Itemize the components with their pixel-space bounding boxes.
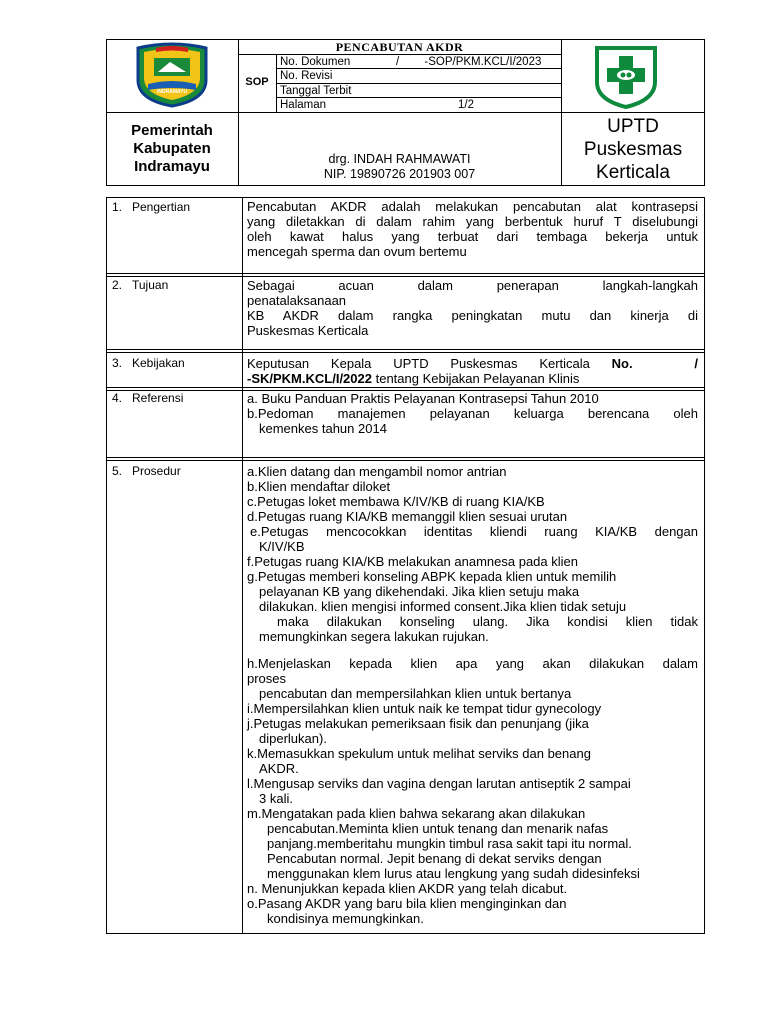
section-label-pengertian xyxy=(106,200,242,216)
content-line: Pencabutan AKDR adalah melakukan pencabutan alat kontrasepsi xyxy=(247,199,698,214)
section-content-referensi xyxy=(247,391,698,436)
procedure-step: n. Menunjukkan kepada klien AKDR yang telah dicabut. xyxy=(247,881,568,896)
section-content-prosedur xyxy=(247,464,698,926)
signer-name: drg. INDAH RAHMAWATI xyxy=(328,152,471,166)
kabupaten-logo xyxy=(130,42,214,108)
government-name-line: Kabupaten xyxy=(133,140,211,157)
content-line: Puskesmas Kerticala xyxy=(247,323,369,338)
procedure-step: k.Memasukkan spekulum untuk melihat serviks dan benang xyxy=(247,746,591,761)
section-number: 3. xyxy=(112,356,123,370)
sop-label: SOP xyxy=(245,76,269,88)
procedure-step: h.Menjelaskan kepada klien apa yang akan dilakukan dalam xyxy=(247,656,698,671)
section-label-referensi xyxy=(106,391,242,407)
field-label-tanggal-terbit: Tanggal Terbit xyxy=(280,85,352,97)
procedure-step: dilakukan. klien mengisi informed consent.Jika klien tidak setuju xyxy=(259,599,627,614)
policy-text: tentang Kebijakan Pelayanan Klinis xyxy=(371,371,580,386)
government-name-line: Indramayu xyxy=(134,158,210,175)
organization-name-line: Puskesmas xyxy=(583,139,683,160)
signer-block xyxy=(238,152,561,182)
reference-item: a. Buku Panduan Praktis Pelayanan Kontrasepsi Tahun 2010 xyxy=(247,391,599,406)
section-title: Prosedur xyxy=(132,464,181,478)
section-number: 4. xyxy=(112,391,123,405)
procedure-step: f.Petugas ruang KIA/KB melakukan anamnesa pada klien xyxy=(247,554,578,569)
procedure-step: e.Petugas mencocokkan identitas kliendi ruang KIA/KB dengan xyxy=(250,524,698,539)
signer-nip: NIP. 19890726 201903 007 xyxy=(323,167,476,181)
section-title: Kebijakan xyxy=(132,356,185,370)
field-label-halaman: Halaman xyxy=(280,99,327,111)
government-name xyxy=(106,122,238,176)
reference-item: kemenkes tahun 2014 xyxy=(259,421,387,436)
procedure-step: b.Klien mendaftar diloket xyxy=(247,479,391,494)
procedure-step: maka dilakukan konseling ulang. Jika kondisi klien tidak xyxy=(277,614,698,629)
procedure-step: kondisinya memungkinkan. xyxy=(267,911,424,926)
procedure-step: 3 kali. xyxy=(259,791,293,806)
policy-code: -SK/PKM.KCL/I/2022 xyxy=(247,371,372,386)
procedure-step: pencabutan.Meminta klien untuk tenang dan menarik nafas xyxy=(267,821,609,836)
procedure-spacer xyxy=(247,644,698,656)
section-number: 2. xyxy=(112,278,123,292)
field-value-no-dokumen: / -SOP/PKM.KCL/I/2023 xyxy=(396,56,542,68)
content-line: KB AKDR dalam rangka peningkatan mutu dan kinerja di xyxy=(247,308,698,323)
section-title: Pengertian xyxy=(132,200,191,214)
government-name-line: Pemerintah xyxy=(131,122,213,139)
procedure-step: pelayanan KB yang dikehendaki. Jika klien setuju maka xyxy=(259,584,580,599)
procedure-step: c.Petugas loket membawa K/IV/KB di ruang KIA/KB xyxy=(247,494,545,509)
section-label-prosedur xyxy=(106,464,242,480)
reference-item: b.Pedoman manajemen pelayanan keluarga berencana oleh xyxy=(247,406,698,421)
content-line: penatalaksanaan xyxy=(247,293,347,308)
procedure-step: o.Pasang AKDR yang baru bila klien menginginkan dan xyxy=(247,896,567,911)
content-line: yang diletakkan di dalam rahim yang berbentuk huruf T diselubungi xyxy=(247,214,698,229)
section-title: Referensi xyxy=(132,391,184,405)
content-line xyxy=(247,371,698,386)
content-line: oleh kawat halus yang terbuat dari tembaga bekerja untuk xyxy=(247,229,698,244)
policy-number: No. / xyxy=(611,356,698,371)
procedure-step: g.Petugas memberi konseling ABPK kepada klien untuk memilih xyxy=(247,569,617,584)
procedure-step: i.Mempersilahkan klien untuk naik ke tempat tidur gynecology xyxy=(247,701,602,716)
procedure-step: diperlukan). xyxy=(259,731,327,746)
field-value-halaman: 1/2 xyxy=(458,99,474,111)
procedure-step: a.Klien datang dan mengambil nomor antrian xyxy=(247,464,507,479)
content-line xyxy=(247,356,698,371)
procedure-step: panjang.memberitahu mungkin timbul rasa sakit tapi itu normal. xyxy=(267,836,632,851)
field-label-no-dokumen: No. Dokumen xyxy=(280,56,351,68)
procedure-step: Pencabutan normal. Jepit benang di dekat serviks dengan xyxy=(267,851,602,866)
procedure-step: m.Mengatakan pada klien bahwa sekarang akan dilakukan xyxy=(247,806,586,821)
procedure-step: l.Mengusap serviks dan vagina dengan larutan antiseptik 2 sampai xyxy=(247,776,631,791)
content-line: Sebagai acuan dalam penerapan langkah-langkah xyxy=(247,278,698,293)
organization-name-line: Kerticala xyxy=(596,162,670,183)
section-label-tujuan xyxy=(106,278,242,294)
organization-name xyxy=(561,115,705,184)
procedure-step: d.Petugas ruang KIA/KB memanggil klien sesuai urutan xyxy=(247,509,568,524)
section-content-pengertian xyxy=(247,199,698,259)
section-content-kebijakan xyxy=(247,356,698,386)
section-number: 5. xyxy=(112,464,123,478)
organization-name-line: UPTD xyxy=(607,116,659,137)
procedure-step: proses xyxy=(247,671,287,686)
section-title: Tujuan xyxy=(132,278,169,292)
section-content-tujuan xyxy=(247,278,698,338)
procedure-step: menggunakan klem lurus atau lengkung yang sudah didesinfeksi xyxy=(267,866,640,881)
policy-text: Keputusan Kepala UPTD Puskesmas Kerticala xyxy=(247,356,612,371)
logo-text: INDRAMAYU xyxy=(157,89,188,95)
section-label-kebijakan xyxy=(106,356,242,372)
procedure-step: K/IV/KB xyxy=(259,539,305,554)
content-line: mencegah sperma dan ovum bertemu xyxy=(247,244,467,259)
procedure-step: memungkinkan segera lakukan rujukan. xyxy=(259,629,489,644)
puskesmas-logo xyxy=(593,44,659,110)
section-number: 1. xyxy=(112,200,123,214)
procedure-step: pencabutan dan mempersilahkan klien untuk bertanya xyxy=(259,686,572,701)
field-label-no-revisi: No. Revisi xyxy=(280,70,333,82)
document-title: PENCABUTAN AKDR xyxy=(335,40,464,54)
procedure-step: j.Petugas melakukan pemeriksaan fisik dan penunjang (jika xyxy=(247,716,589,731)
procedure-step: AKDR. xyxy=(259,761,299,776)
